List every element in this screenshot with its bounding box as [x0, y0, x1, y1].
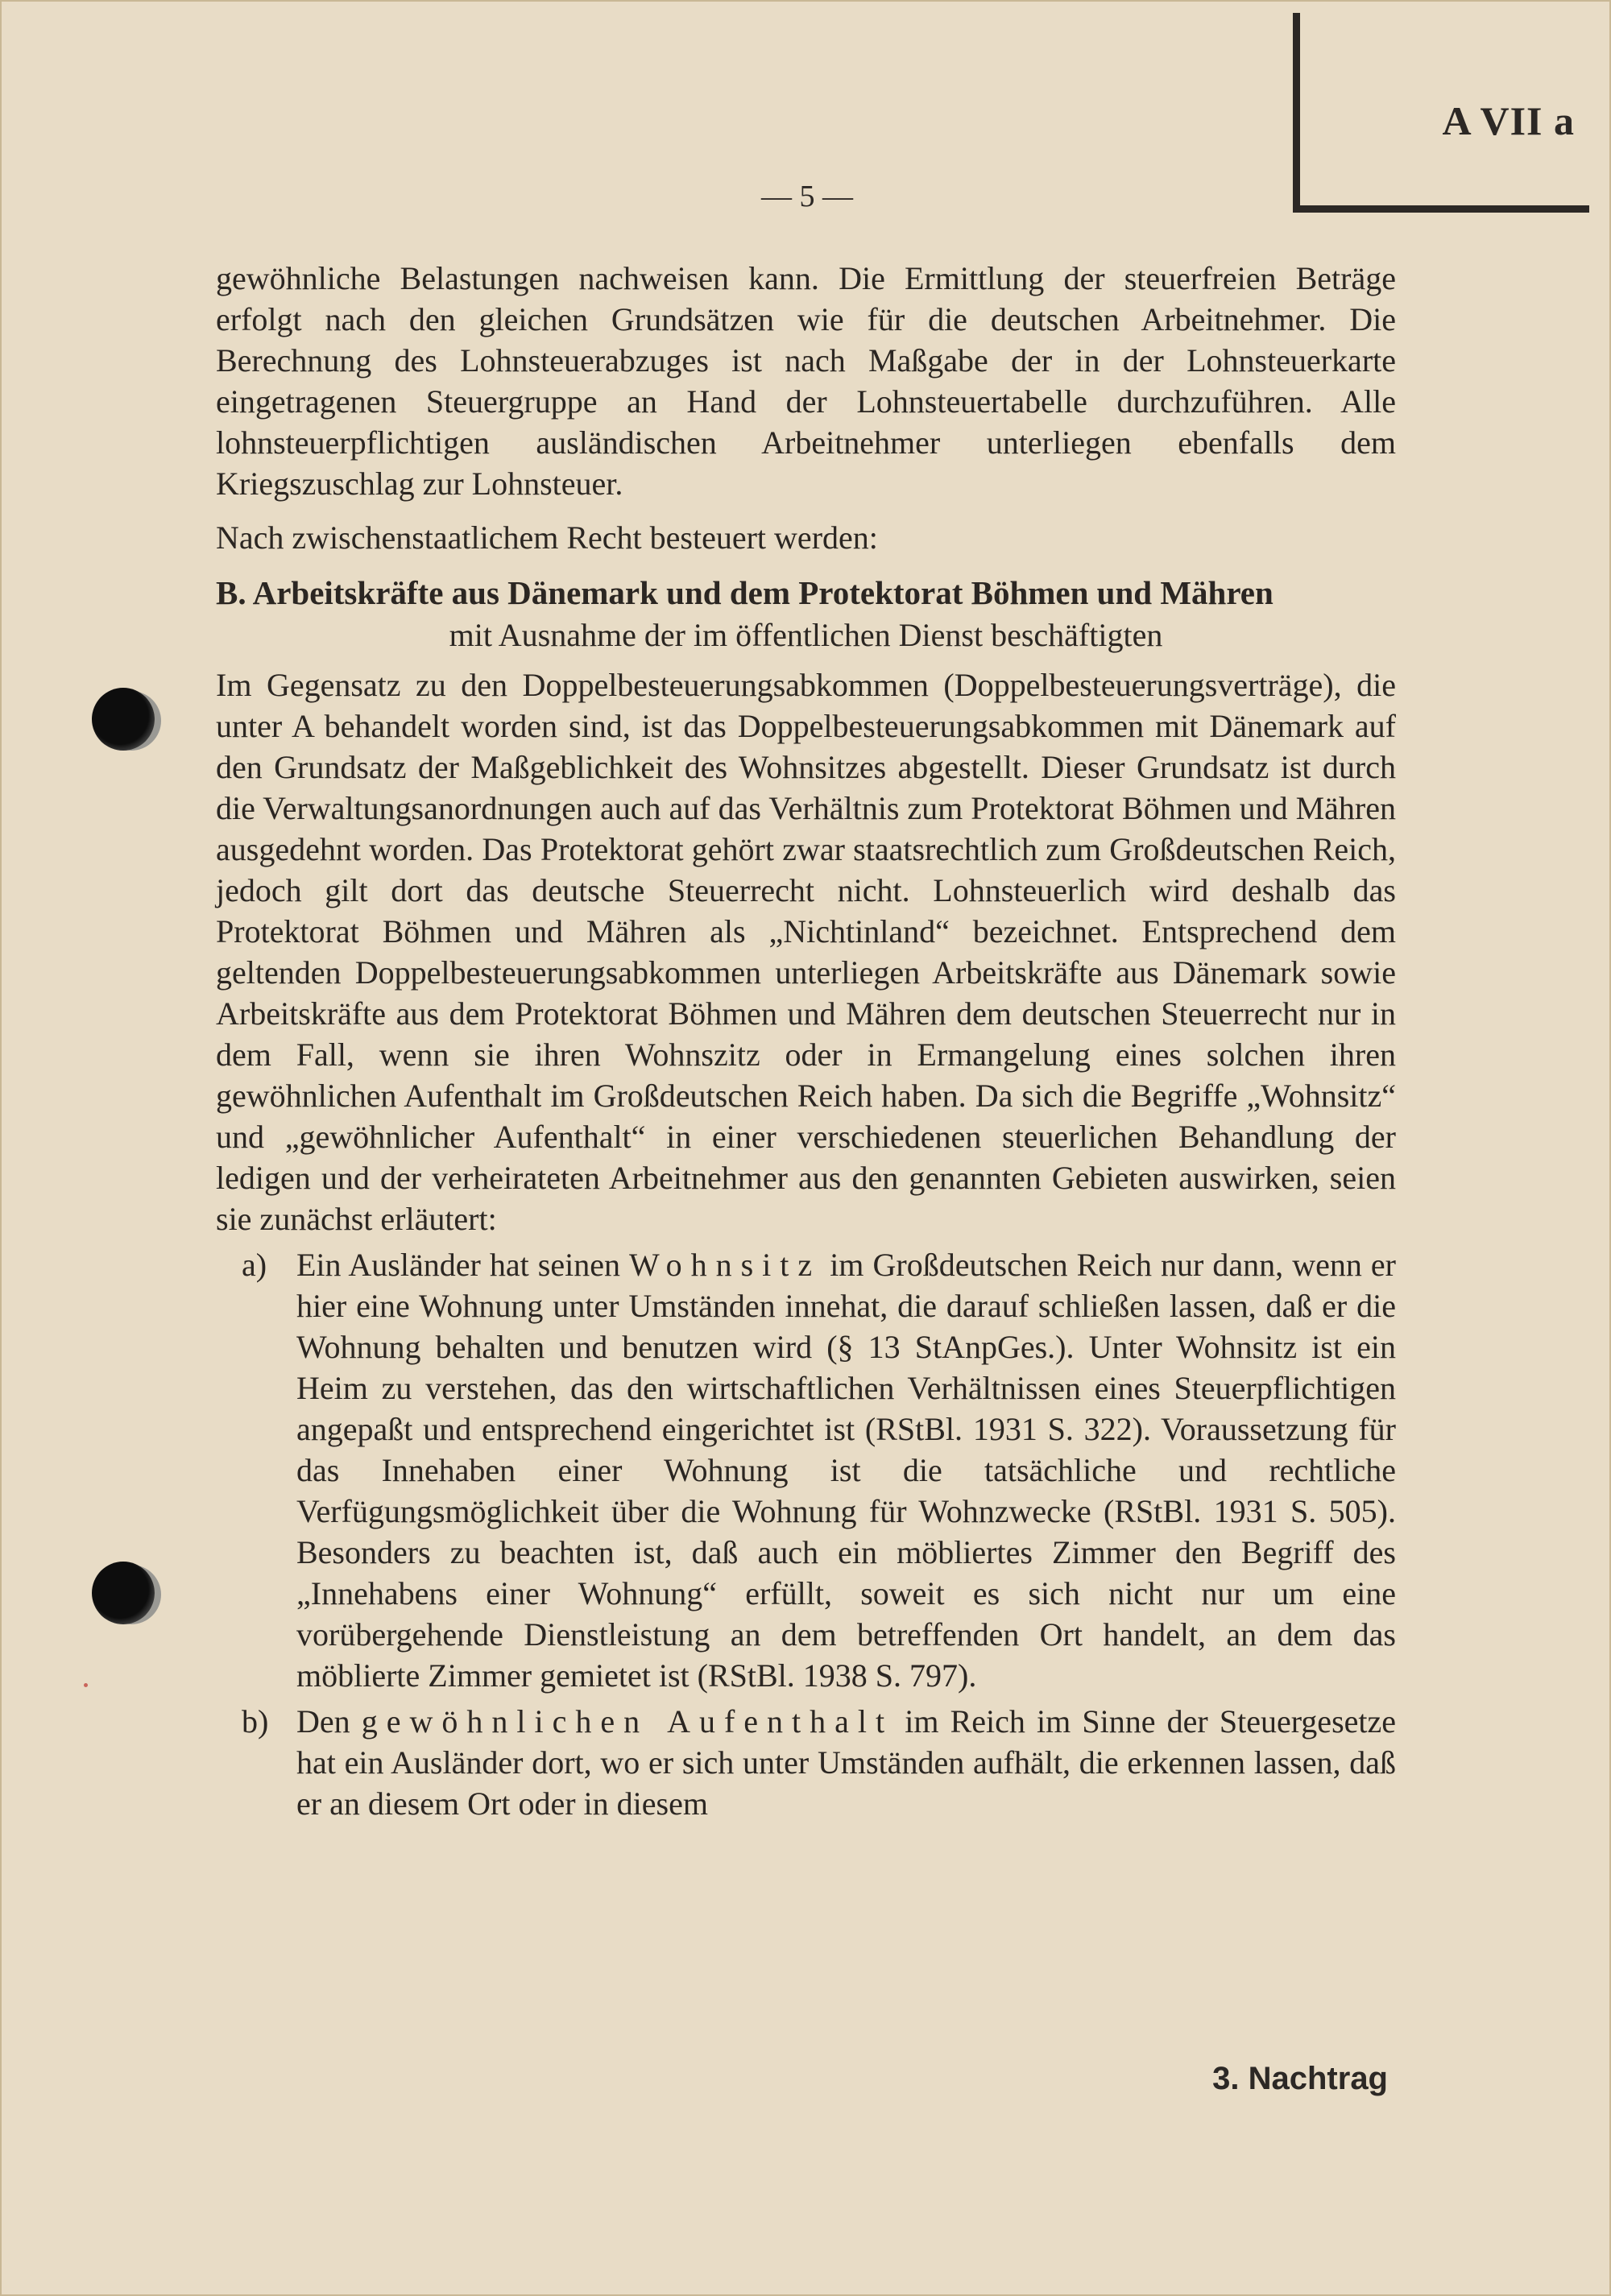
section-heading: B. Arbeitskräfte aus Dänemark und dem Protektorat Böhmen und Mähren: [216, 574, 1273, 611]
section-tab-label: A VII a: [1442, 98, 1575, 143]
supplement-label: 3. Nachtrag: [1212, 2061, 1388, 2096]
punch-hole-top: [92, 688, 155, 751]
paper-speck: [84, 1683, 88, 1687]
list-item-a: [216, 1244, 1396, 1696]
list-item-b-text-rest: im Reich im Sinne der Steuergesetze hat ein Ausländer dort, wo er sich unter Umständen aufhält, die erkennen lassen, daß er an diesem Ort oder in diesem: [296, 1703, 1397, 1822]
list-marker-b: b): [242, 1703, 269, 1740]
paragraph-continuation: gewöhnliche Belastungen nachweisen kann. Die Ermittlung der steuerfreien Beträge erfolgt nach den gleichen Grundsätzen wie für die deutschen Arbeitnehmer. Die Berechnung des Lohnsteuerabzuges ist nach Maßgabe der in der Lohnsteuerkarte eingetragenen Steuergruppe an Hand der Lohnsteuertabelle durchzuführen. Alle lohnsteuerpflichtigen ausländischen Arbeitnehmer unterliegen ebenfalls dem Kriegszuschlag zur Lohnsteuer.: [216, 260, 1396, 502]
list-item-b: [216, 1701, 1396, 1824]
list-item-a-text-rest: im Großdeutschen Reich nur dann, wenn er hier eine Wohnung unter Umständen innehat, die darauf schließen lassen, daß er die Wohnung behalten und benutzen wird (§ 13 StAnpGes.). Unter Wohnsitz ist ein Heim zu verstehen, das den wirtschaftlichen Verhältnissen eines Steuerpflichtigen angepaßt und entsprechend eingerichtet ist (RStBl. 1931 S. 322). Voraussetzung für das Innehaben einer Wohnung ist die tatsächliche und rechtliche Verfügungsmöglichkeit über die Wohnung für Wohnzwecke (RStBl. 1931 S. 505). Besonders zu beachten ist, daß auch ein möbliertes Zimmer den Begriff des „Innehabens einer Wohnung“ erfüllt, soweit es sich nicht nur um eine vorübergehende Dienstleistung an dem betreffenden Ort handelt, an dem das möblierte Zimmer gemietet ist (RStBl. 1938 S. 797).: [296, 1247, 1397, 1694]
list-marker-a: a): [242, 1247, 267, 1283]
intro-line: Nach zwischenstaatlichem Recht besteuert werden:: [216, 519, 878, 556]
section-tab: [1293, 13, 1589, 213]
punch-hole-bottom: [92, 1562, 155, 1624]
page-number: — 5 —: [761, 180, 853, 213]
list-item-b-emphasis: gewöhnlichen Aufenthalt: [361, 1703, 894, 1740]
body-text: [216, 258, 1396, 1824]
section-subheading: mit Ausnahme der im öffentlichen Dienst beschäftigten: [449, 617, 1163, 653]
list-item-a-emphasis: Wohnsitz: [629, 1247, 822, 1283]
list-item-b-text-start: Den: [296, 1703, 362, 1740]
paragraph-main: Im Gegensatz zu den Doppelbesteuerungsabkommen (Doppelbesteuerungsverträge), die unter A behandelt worden sind, ist das Doppelbesteuerungsabkommen mit Dänemark auf den Grundsatz der Maßgeblichkeit des Wohnsitzes abgestellt. Dieser Grundsatz ist durch die Verwaltungsanordnungen auch auf das Verhältnis zum Protektorat Böhmen und Mähren ausgedehnt worden. Das Protektorat gehört zwar staatsrechtlich zum Großdeutschen Reich, jedoch gilt dort das deutsche Steuerrecht nicht. Lohnsteuerlich wird deshalb das Protektorat Böhmen und Mähren als „Nichtinland“ bezeichnet. Entsprechend dem geltenden Doppelbesteuerungsabkommen unterliegen Arbeitskräfte aus Dänemark sowie Arbeitskräfte aus dem Protektorat Böhmen und Mähren dem deutschen Steuerrecht nur in dem Fall, wenn sie ihren Wohnszitz oder in Ermangelung eines solchen ihren gewöhnlichen Aufenthalt im Großdeutschen Reich haben. Da sich die Begriffe „Wohnsitz“ und „gewöhnlicher Aufenthalt“ in einer verschiedenen steuerlichen Behandlung der ledigen und der verheirateten Arbeitnehmer aus den genannten Gebieten auswirken, seien sie zunächst erläutert:: [216, 667, 1396, 1237]
list-item-a-text-start: Ein Ausländer hat seinen: [296, 1247, 630, 1283]
